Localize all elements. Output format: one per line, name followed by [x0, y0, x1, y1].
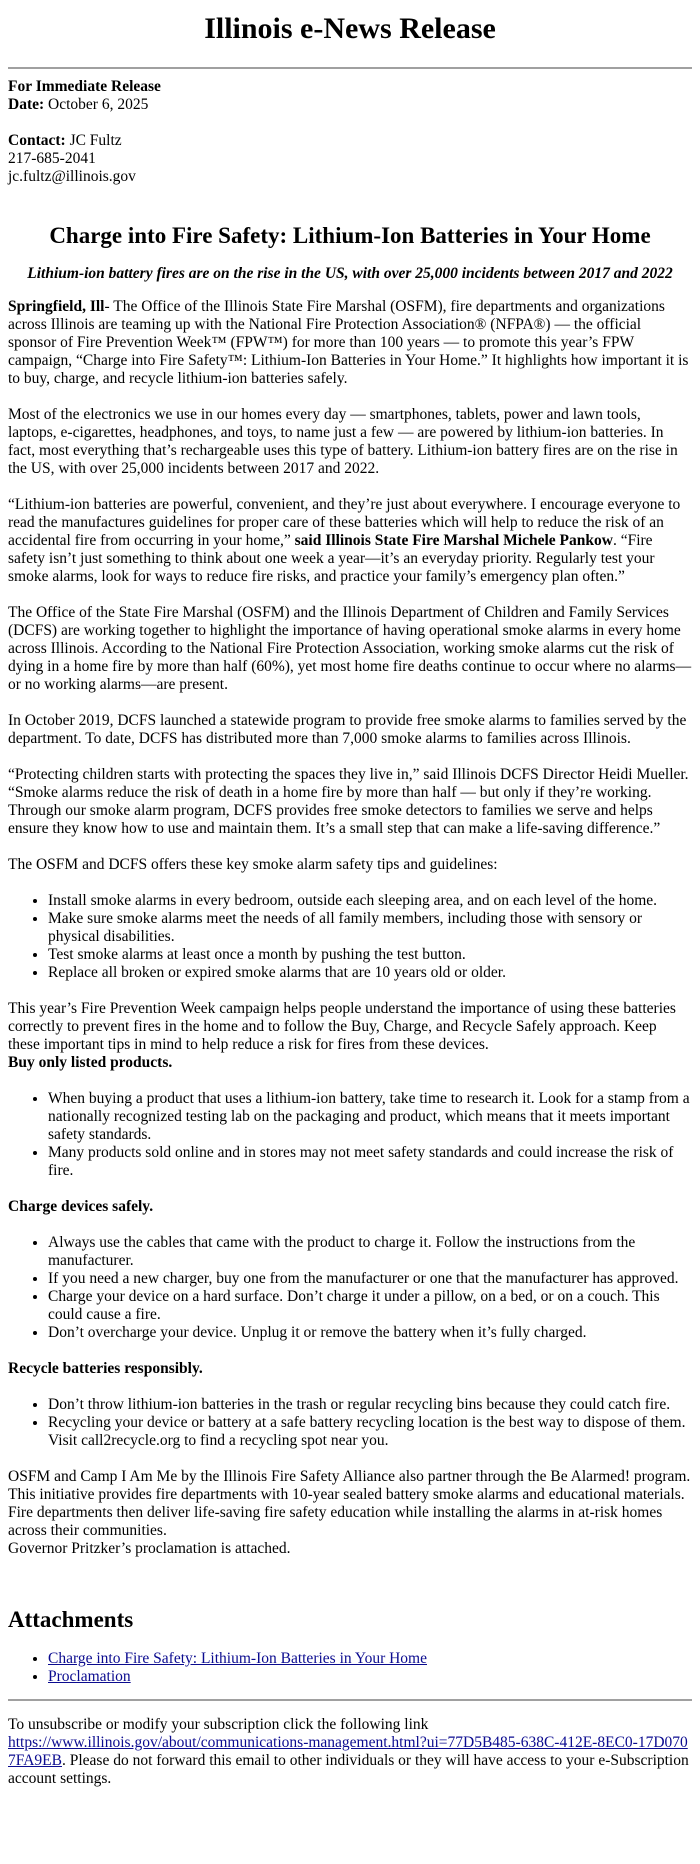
recycle-heading: Recycle batteries responsibly. [8, 1360, 203, 1377]
list-item: • If you need a new charger, buy one from the manufacturer or one that the manufacturer has approved. [48, 1270, 692, 1288]
list-item: • Many products sold online and in stores may not meet safety standards and could increase the risk of fire. [48, 1144, 692, 1180]
list-item: • Always use the cables that came with the product to charge it. Follow the instructions from the manufacturer. [48, 1234, 692, 1270]
header-divider [8, 67, 692, 69]
attachment-link-news[interactable]: Charge into Fire Safety: Lithium-Ion Batteries in Your Home [48, 1650, 427, 1667]
email-body [0, 10, 700, 1788]
contact-label: Contact: [8, 132, 66, 149]
dateline: Springfield, Ill [8, 298, 105, 315]
paragraph-dcfs-program: In October 2019, DCFS launched a statewide program to provide free smoke alarms to families served by the department. To date, DCFS has distributed more than 7,000 smoke alarms to families across Illinois. [8, 712, 687, 747]
attachment-link-proclamation[interactable]: Proclamation [48, 1668, 131, 1685]
recycle-list [8, 1396, 692, 1450]
attachment-item [48, 1668, 692, 1686]
release-meta [8, 78, 692, 186]
list-item: • Test smoke alarms at least once a month by pushing the test button. [48, 946, 692, 964]
quote-attribution: said Illinois State Fire Marshal Michele Pankow [294, 532, 613, 549]
unsubscribe-text: To unsubscribe or modify your subscription click the following link https://www.illinois.gov/about/communications-management.html?ui=77D5B485-638C-412E-8EC0-17D0707FA9EB. Please do not forward this email to other individuals or they will have access to your e-Subscription account settings. [8, 1716, 689, 1787]
page-title: Illinois e-News Release [204, 12, 496, 45]
footer [8, 1716, 692, 1788]
contact [8, 132, 692, 150]
list-item: • Charge your device on a hard surface. Don’t charge it under a pillow, on a bed, or on a couch. This could cause a fire. [48, 1288, 692, 1324]
contact-phone: 217-685-2041 [8, 150, 96, 167]
list-item: • Don’t overcharge your device. Unplug it or remove the battery when it’s fully charged. [48, 1324, 692, 1342]
paragraph-proclamation: Governor Pritzker’s proclamation is attached. [8, 1540, 291, 1557]
list-item: • When buying a product that uses a lithium-ion battery, take time to research it. Look for a stamp from a nationally recognized testing lab on the packaging and product, which means that it meets important safety standards. [48, 1090, 692, 1144]
list-item: • Replace all broken or expired smoke alarms that are 10 years old or older. [48, 964, 692, 982]
buy-heading: Buy only listed products. [8, 1054, 173, 1071]
charge-list [8, 1234, 692, 1342]
buy-list [8, 1090, 692, 1180]
unsubscribe-link[interactable]: https://www.illinois.gov/about/communications-management.html?ui=77D5B485-638C-412E-8EC0-17D0707FA9EB [8, 1734, 688, 1769]
attachments-title: Attachments [8, 1607, 134, 1632]
paragraph-fpw-campaign: This year’s Fire Prevention Week campaign helps people understand the importance of using these batteries correctly to prevent fires in the home and to follow the Buy, Charge, and Recycle Safely approach. Keep these important tips in mind to help reduce a risk for fires from these devices. [8, 1000, 676, 1053]
paragraph-be-alarmed: OSFM and Camp I Am Me by the Illinois Fire Safety Alliance also partner through the Be Alarmed! program. This initiative provides fire departments with 10-year sealed battery smoke alarms and educational materials. Fire departments then deliver life-saving fire safety education while installing the alarms in at-risk homes across their communities. [8, 1468, 691, 1539]
contact-name: JC Fultz [69, 132, 122, 149]
attachment-item [48, 1650, 692, 1668]
release-date [8, 96, 692, 114]
article-subheadline: Lithium-ion battery fires are on the rise in the US, with over 25,000 incidents between 2017 and 2022 [27, 265, 673, 282]
article-headline: Charge into Fire Safety: Lithium-Ion Batteries in Your Home [49, 223, 651, 248]
paragraph-electronics: Most of the electronics we use in our homes every day — smartphones, tablets, power and lawn tools, laptops, e-cigarettes, headphones, and toys, to name just a few — are powered by lithium-ion batteries. In fact, most everything that’s rechargeable uses this type of battery. Lithium-ion battery fires are on the rise in the US, with over 25,000 incidents between 2017 and 2022. [8, 406, 678, 477]
contact-email: jc.fultz@illinois.gov [8, 168, 136, 185]
list-item: • Recycling your device or battery at a safe battery recycling location is the best way to dispose of them. Visit call2recycle.org to find a recycling spot near you. [48, 1414, 692, 1450]
attachments-list [8, 1650, 692, 1686]
paragraph-intro: Springfield, Ill- The Office of the Illinois State Fire Marshal (OSFM), fire departments and organizations across Illinois are teaming up with the National Fire Protection Association® (NFPA®) — the official sponsor of Fire Prevention Week™ (FPW™) for more than 100 years — to promote this year’s FPW campaign, “Charge into Fire Safety™: Lithium-Ion Batteries in Your Home.” It highlights how important it is to buy, charge, and recycle lithium-ion batteries safely. [8, 298, 689, 387]
paragraph-quote-pankow: “Lithium-ion batteries are powerful, convenient, and they’re just about everywhere. I encourage everyone to read the manufactures guidelines for proper care of these batteries which will help to reduce the risk of an accidental fire from occurring in your home,” said Illinois State Fire Marshal Michele Pankow. “Fire safety isn’t just something to think about one week a year—it’s an everyday priority. Regularly test your smoke alarms, look for ways to reduce fire risks, and practice your family’s emergency plan often.” [8, 496, 681, 585]
list-item: • Make sure smoke alarms meet the needs of all family members, including those with sensory or physical disabilities. [48, 910, 692, 946]
paragraph-quote-mueller: “Protecting children starts with protecting the spaces they live in,” said Illinois DCFS Director Heidi Mueller. “Smoke alarms reduce the risk of death in a home fire by more than half — but only if they’re working. Through our smoke alarm program, DCFS provides free smoke detectors to families we serve and helps ensure they know how to use and maintain them. It’s a small step that can make a life-saving difference.” [8, 766, 689, 837]
date-value: October 6, 2025 [48, 96, 149, 113]
date-label: Date: [8, 96, 45, 113]
footer-divider [8, 1699, 692, 1701]
charge-heading: Charge devices safely. [8, 1198, 154, 1215]
paragraph-tips-intro: The OSFM and DCFS offers these key smoke alarm safety tips and guidelines: [8, 856, 498, 873]
list-item: • Install smoke alarms in every bedroom, outside each sleeping area, and on each level of the home. [48, 892, 692, 910]
list-item: • Don’t throw lithium-ion batteries in the trash or regular recycling bins because they could catch fire. [48, 1396, 692, 1414]
paragraph-osfm-dcfs: The Office of the State Fire Marshal (OSFM) and the Illinois Department of Children and Family Services (DCFS) are working together to highlight the importance of having operational smoke alarms in every home across Illinois. According to the National Fire Protection Association, working smoke alarms cut the risk of dying in a home fire by more than half (60%), yet most home fire deaths continue to occur where no alarms—or no working alarms—are present. [8, 604, 692, 693]
smoke-alarm-tips [8, 892, 692, 982]
release-label: For Immediate Release [8, 78, 161, 95]
